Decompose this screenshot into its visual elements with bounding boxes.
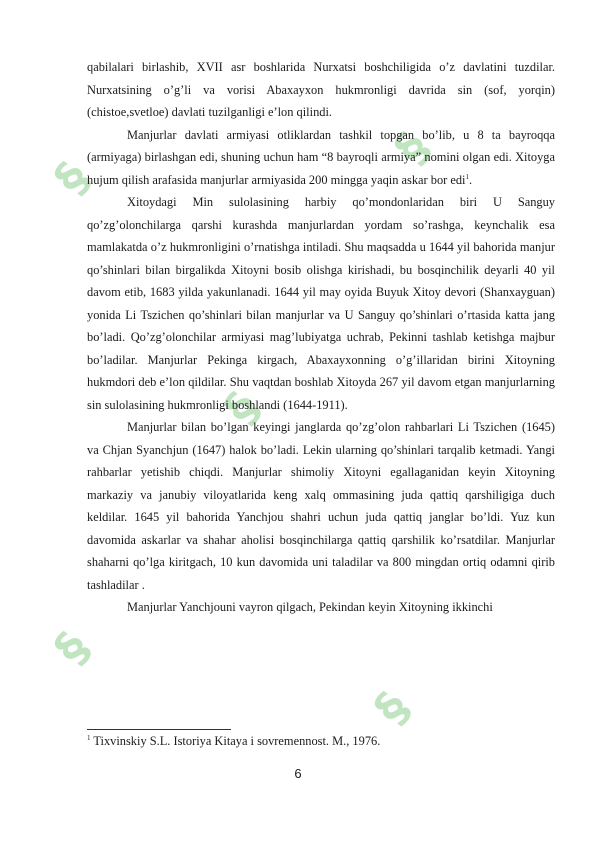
page-number: 6 [294,766,302,781]
paragraph: qabilalari birlashib, XVII asr boshlarida Nurxatsi boshchiligida o’z davlatini tuzdilar. Nurxatsining o’g’li va vorisi Abaxayxon hukmronligi davrida sin (sof, yorqin) (chistoe,svetloe) davlati tuzilganligi e’lon qilindi. [87,60,555,119]
paragraph: Manjurlar Yanchjouni vayron qilgach, Pekindan keyin Xitoyning ikkinchi [127,600,493,614]
footnote-text: Tixvinskiy S.L. Istoriya Kitaya i sovremennost. M., 1976. [93,734,381,748]
footnote-divider [87,729,231,730]
footnote [87,733,555,749]
watermark-mark: § [363,680,422,734]
paragraph: Manjurlar davlati armiyasi otliklardan tashkil topgan bo’lib, u 8 ta bayroqqa (armiyaga) birlashgan edi, shuning uchun ham “8 bayroqli armiya” nomini olgan edi. Xitoyga hujum qilish arafasida manjurlar armiyasida 200 mingga yaqin askar bor edi$^1$. [87,127,555,187]
paragraph: Xitoydagi Min sulolasining harbiy qo’mondonlaridan biri U Sanguy qo’zg’olonchilarga qarshi kurashda manjurlardan yordam so’rashga, keynchalik esa mamlakatda o’z hukmronligini o’rnatishga intiladi. Shu maqsadda u 1644 yil bahorida manjur qo’shinlari bilan birgalikda Xitoyni bosib olishga kirishadi, bu bosqinchilik deyarli 40 yil davom etib, 1683 yilda yakunlanadi. 1644 yil may oyida Buyuk Xitoy devori (Shanxayguan) yonida Li Tszichen qo’shinlari bilan manjurlar va U Sanguy qo’shinlari o’rtasida katta jang bo’ladi. Qo’zg’olonchilar armiyasi mag’lubiyatga uchrab, Pekinni tashlab ketishga majbur bo’ladilar. Manjurlar Pekinga kirgach, Abaxayxonning o’g’illaridan birini Xitoyning hukmdori deb e’lon qildilar. Shu vaqtdan boshlab Xitoyda 267 yil davom etgan manjurlarning sin sulolasining hukmronligi boshlandi (1644-1911). [87,195,555,412]
watermark-mark: § [43,620,102,674]
watermark-mark: § [43,150,102,204]
body-text [87,56,555,619]
watermark-mark: § [213,380,272,434]
footnote-ref[interactable]: 1 [465,172,469,181]
footnote-marker: 1 [87,733,91,742]
paragraph: Manjurlar bilan bo’lgan keyingi janglarda qo’zg’olon rahbarlari Li Tszichen (1645) va Chjan Syanchjun (1647) halok bo’ladi. Lekin ularning qo’shinlari tarqalib ketmadi. Yangi rahbarlar yetishib chiqdi. Manjurlar shimoliy Xitoyni egallaganidan keyin Xitoyning markaziy va janubiy viloyatlarida keng xalq ommasining juda qattiq qarshiligiga duch keldilar. 1645 yil bahorida Yanchjou shahri uchun juda qattiq janglar bo’ldi. Yuz kun davomida askarlar va shahar aholisi bosqinchilarga qattiq qarshilik ko’rsatdilar. Manjurlar shaharni qo’lga kiritgach, 10 kun davomida uni taladilar va 800 mingdan ortiq odamni qirib tashladilar . [87,420,555,592]
watermark-mark: § [383,120,442,174]
